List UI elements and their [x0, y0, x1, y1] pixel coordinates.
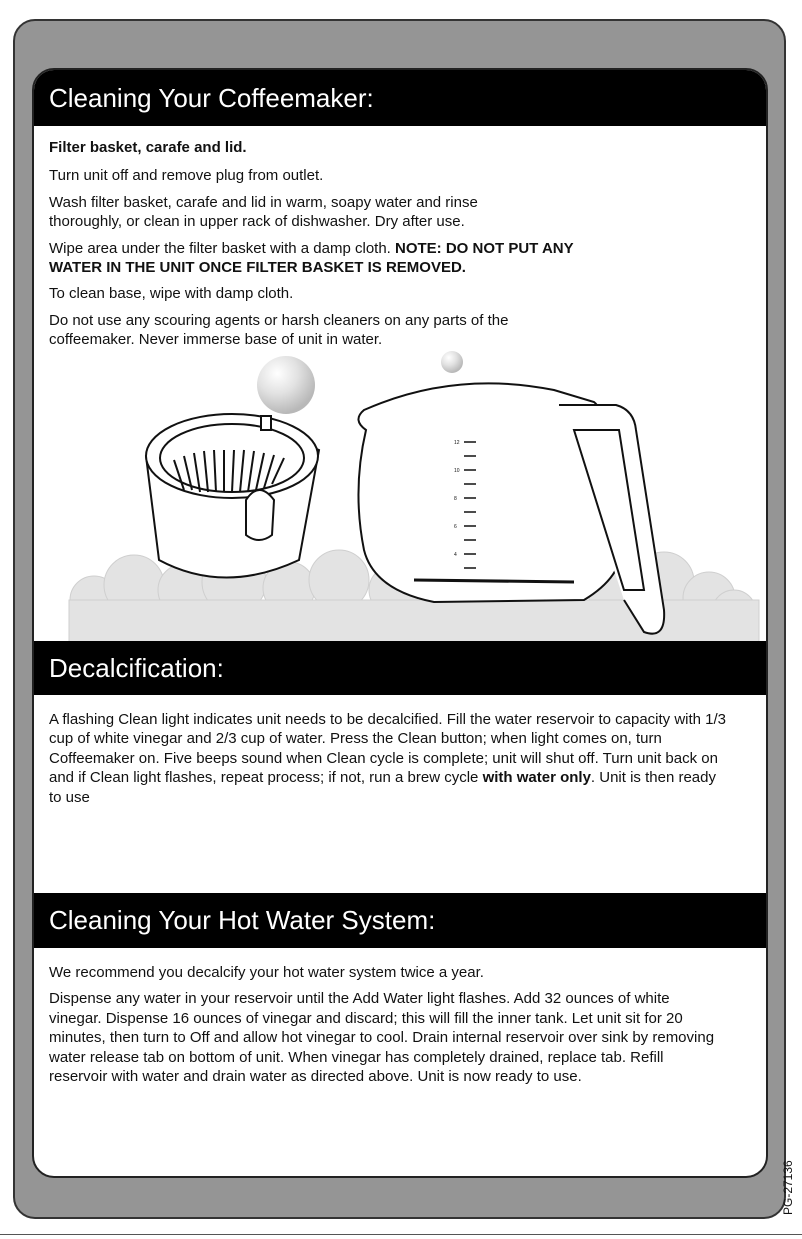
emphasis-text: with water only [482, 769, 591, 787]
filter-basket [146, 414, 319, 578]
paragraph: Dispense any water in your reservoir until the Add Water light flashes. Add 32 ounces of white vinegar. Dispense 16 ounces of vinegar and discard; this will fill the inner tank. Let unit sit for 20 minutes, then turn to Off and allow hot vinegar to cool. Drain internal reservoir over sink by removing water release tab on bottom of unit. When vinegar has completely drained, replace tab. Refill reservoir with water and drain water as directed above. Unit is now ready to use. [49, 990, 715, 1086]
section-title: Cleaning Your Coffeemaker: [49, 82, 374, 113]
content-panel [32, 68, 768, 1178]
paragraph: We recommend you decalcify your hot water system twice a year. [49, 964, 484, 981]
decalcification-section [49, 710, 729, 814]
paragraph-text: A flashing Clean light indicates unit needs to be decalcified. Fill the water reservoir to capacity with 1/3 cup of white vinegar and 2/3 cup of water. Press the Clean button; when light comes on, turn Coffeemaker on. Five beeps sound when Clean cycle is complete; unit will shut off. Turn unit back on and if Clean light flashes, repeat process; if not, run a brew cycle [49, 711, 727, 787]
section-subtitle: Filter basket, carafe and lid. [49, 139, 247, 156]
section-header-decalcification [34, 641, 766, 695]
paragraph-note [49, 239, 594, 278]
section-title: Decalcification: [49, 652, 224, 683]
carafe-mark-4: 4 [454, 552, 457, 558]
hot-water-section [49, 963, 724, 1093]
carafe-mark-8: 8 [454, 496, 457, 502]
paragraph-text: . Unit is then ready to use [49, 769, 716, 806]
section-title: Cleaning Your Hot Water System: [49, 905, 436, 935]
paragraph: Do not use any scouring agents or harsh cleaners on any parts of the coffeemaker. Never immerse base of unit in water. [49, 311, 509, 349]
paragraph-text: Wipe area under the filter basket with a damp cloth. [49, 239, 396, 257]
cleaning-illustration [34, 350, 766, 642]
carafe-mark-6: 6 [454, 524, 457, 530]
paragraph: Wash filter basket, carafe and lid in warm, soapy water and rinse thoroughly, or clean in upper rack of dishwasher. Dry after use. [49, 193, 478, 231]
cleaning-section [49, 138, 739, 357]
note-text: NOTE: DO NOT PUT ANY WATER IN THE UNIT ONCE FILTER BASKET IS REMOVED. [49, 239, 574, 277]
paragraph: Turn unit off and remove plug from outlet. [49, 167, 324, 185]
carafe-mark-10: 10 [454, 468, 460, 474]
paragraph: To clean base, wipe with damp cloth. [49, 285, 294, 303]
bottom-rule [0, 1234, 802, 1235]
section-header-cleaning [34, 70, 766, 126]
section-header-hot-water [34, 893, 766, 948]
paragraph [49, 710, 729, 807]
document-id: PG-27136 [781, 1160, 795, 1215]
carafe-mark-12: 12 [454, 440, 460, 446]
